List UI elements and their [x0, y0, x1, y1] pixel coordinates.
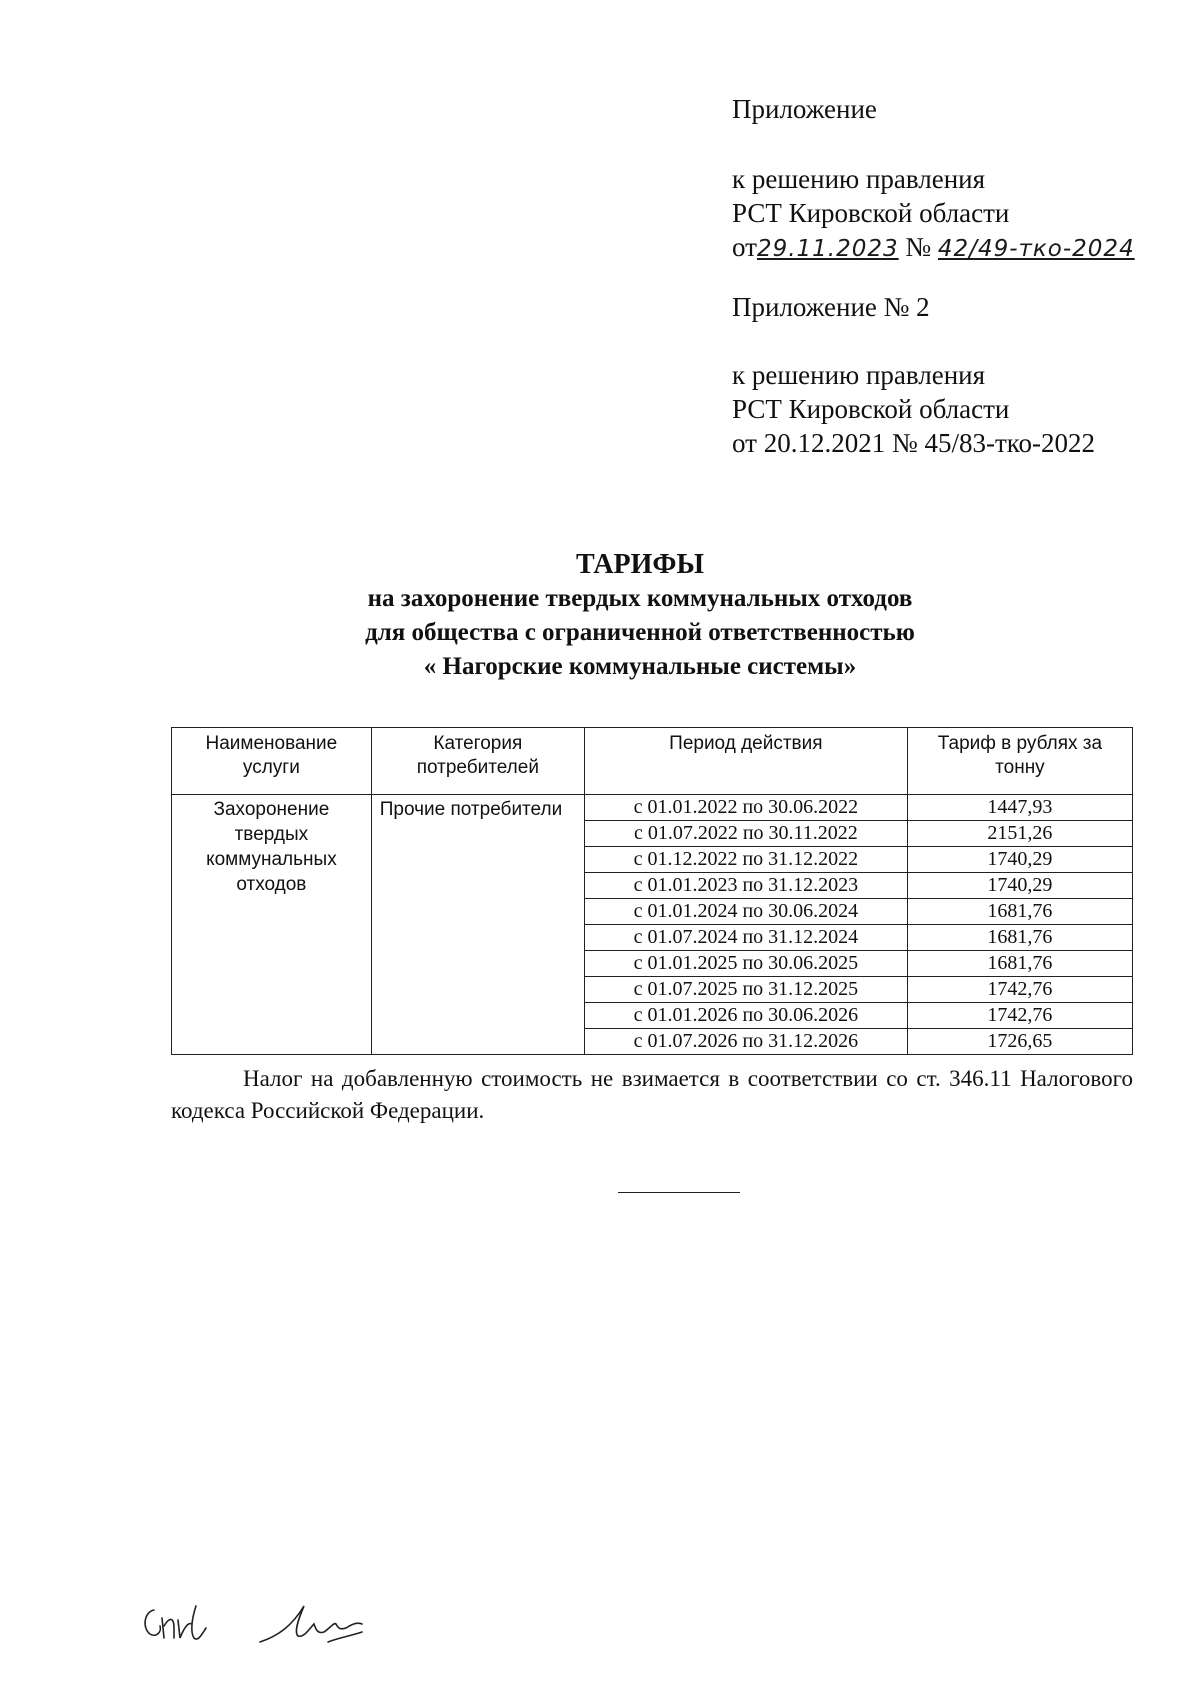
period-cell: с 01.07.2022 по 30.11.2022: [584, 821, 907, 847]
decision-line-1: к решению правления: [732, 164, 986, 194]
decision-number-handwritten: 42/49-тко-2024: [937, 236, 1135, 262]
decision-prefix: от: [732, 232, 757, 262]
decision-reference: [732, 162, 1135, 266]
appendix-title: Приложение: [732, 94, 877, 124]
tariff-cell: 2151,26: [907, 821, 1132, 847]
column-header-service: Наименование услуги: [172, 728, 372, 795]
tariff-table: [171, 727, 1133, 1055]
previous-decision-reference: [732, 358, 1095, 460]
title-line-4: « Нагорские коммунальные системы»: [423, 653, 857, 680]
tariff-cell: 1681,76: [907, 951, 1132, 977]
table-body: [172, 795, 1133, 1055]
title-line-1: ТАРИФЫ: [576, 549, 704, 580]
period-cell: с 01.07.2026 по 31.12.2026: [584, 1029, 907, 1055]
vat-note: Налог на добавленную стоимость не взимается в соответствии со ст. 346.11 Налогового кодекса Российской Федерации.: [171, 1066, 1133, 1123]
column-header-period: Период действия: [584, 728, 907, 795]
tariff-cell: 1681,76: [907, 925, 1132, 951]
closing-rule: [618, 1192, 740, 1193]
tariff-cell: 1740,29: [907, 873, 1132, 899]
prev-decision-line-3: от 20.12.2021 № 45/83-тко-2022: [732, 428, 1095, 458]
title-line-3: для общества с ограниченной ответственностью: [365, 619, 915, 646]
service-name-cell: Захоронение твердых коммунальных отходов: [172, 795, 372, 1055]
appendix2-heading: [732, 290, 930, 324]
tariff-cell: 1681,76: [907, 899, 1132, 925]
prev-decision-line-2: РСТ Кировской области: [732, 394, 1010, 424]
tariff-cell: 1726,65: [907, 1029, 1132, 1055]
column-header-tariff: Тариф в рублях за тонну: [907, 728, 1132, 795]
decision-number-sign: №: [905, 232, 932, 262]
appendix-heading: [732, 92, 877, 126]
period-cell: с 01.01.2023 по 31.12.2023: [584, 873, 907, 899]
appendix2-title: Приложение № 2: [732, 292, 930, 322]
period-cell: с 01.01.2026 по 30.06.2026: [584, 1003, 907, 1029]
tariff-cell: 1740,29: [907, 847, 1132, 873]
decision-date-handwritten: 29.11.2023: [756, 236, 899, 262]
consumer-category-cell: Прочие потребители: [371, 795, 584, 1055]
signature-1: [140, 1598, 220, 1648]
period-cell: с 01.01.2025 по 30.06.2025: [584, 951, 907, 977]
signature-2: [258, 1598, 368, 1648]
title-line-2: на захоронение твердых коммунальных отходов: [367, 585, 913, 612]
tariff-cell: 1447,93: [907, 795, 1132, 821]
tariff-cell: 1742,76: [907, 977, 1132, 1003]
period-cell: с 01.12.2022 по 31.12.2022: [584, 847, 907, 873]
decision-line-3: [732, 230, 1135, 266]
table-row: [172, 795, 1133, 821]
column-header-category: Категория потребителей: [371, 728, 584, 795]
period-cell: с 01.07.2024 по 31.12.2024: [584, 925, 907, 951]
period-cell: с 01.07.2025 по 31.12.2025: [584, 977, 907, 1003]
prev-decision-line-1: к решению правления: [732, 360, 986, 390]
period-cell: с 01.01.2022 по 30.06.2022: [584, 795, 907, 821]
table-header-row: [172, 728, 1133, 795]
document-title: [200, 548, 1080, 684]
tariff-cell: 1742,76: [907, 1003, 1132, 1029]
period-cell: с 01.01.2024 по 30.06.2024: [584, 899, 907, 925]
decision-line-2: РСТ Кировской области: [732, 198, 1010, 228]
